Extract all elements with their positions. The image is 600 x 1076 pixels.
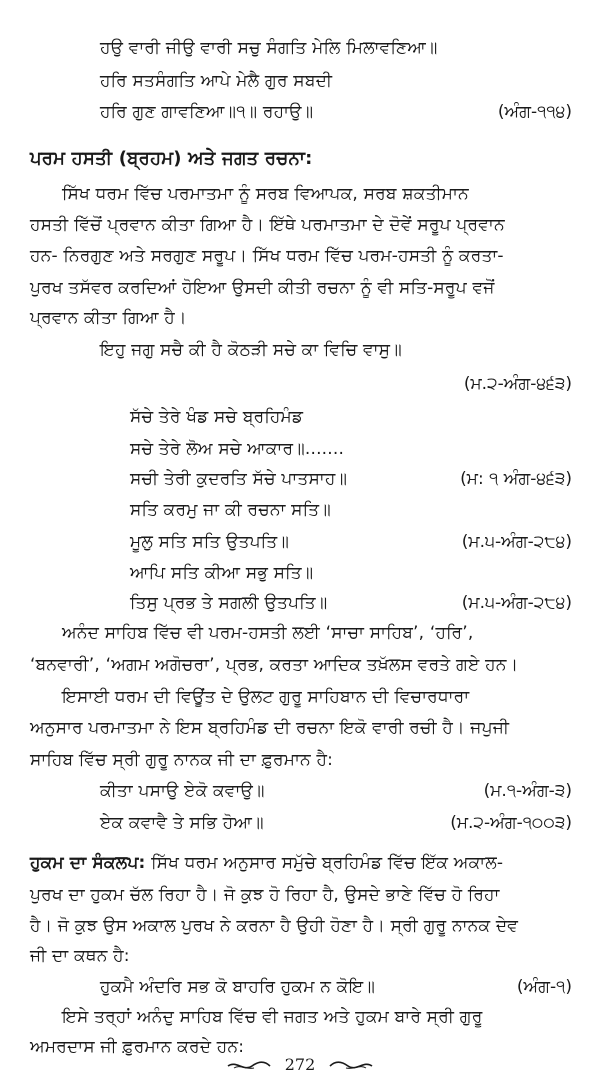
paragraph-line: ਸਿੱਖ ਧਰਮ ਵਿੱਚ ਪਰਮਾਤਮਾ ਨੂੰ ਸਰਬ ਵਿਆਪਕ, ਸਰਬ ਸ਼ਕਤੀਮਾਨ xyxy=(62,184,469,204)
verse-line: ਏਕ ਕਵਾਵੈ ਤੇ ਸਭਿ ਹੋਆ॥ xyxy=(100,813,264,833)
paragraph-line: ਇਸੇ ਤਰ੍ਹਾਂ ਅਨੰਦੁ ਸਾਹਿਬ ਵਿੱਚ ਵੀ ਜਗਤ ਅਤੇ ਹੁਕਮ ਬਾਰੇ ਸ੍ਰੀ ਗੁਰੂ xyxy=(62,1007,483,1027)
verse-line: ਕੀਤਾ ਪਸਾਉ ਏਕੋ ਕਵਾਉ॥ xyxy=(100,781,265,801)
right-ornament-icon xyxy=(328,1060,374,1072)
paragraph-line: ਪੁਰਖ ਤਸੱਵਰ ਕਰਦਿਆਂ ਹੋਇਆ ਉਸਦੀ ਕੀਤੀ ਰਚਨਾ ਨੂੰ ਵੀ ਸਤਿ-ਸਰੂਪ ਵਜੋਂ xyxy=(30,278,495,298)
verse-line: ਆਪਿ ਸਤਿ ਕੀਆ ਸਭੁ ਸਤਿ॥ xyxy=(130,563,314,583)
verse-line: ਸਚੀ ਤੇਰੀ ਕੁਦਰਤਿ ਸੱਚੇ ਪਾਤਸਾਹ॥ xyxy=(130,469,348,489)
verse-reference: (ਮ.੨-ਅੰਗ-੪੬੩) xyxy=(463,374,572,394)
paragraph-line: ਅਮਰਦਾਸ ਜੀ ਫ਼ੁਰਮਾਨ ਕਰਦੇ ਹਨ: xyxy=(30,1037,245,1057)
section-heading: ਹੁਕਮ ਦਾ ਸੰਕਲਪ: xyxy=(30,853,146,873)
page-number: 272 xyxy=(284,1055,316,1074)
verse-line: ਹਉ ਵਾਰੀ ਜੀਉ ਵਾਰੀ ਸਚੁ ਸੰਗਤਿ ਮੇਲਿ ਮਿਲਾਵਣਿਆ॥ xyxy=(100,38,438,58)
verse-line: ਸੱਚੇ ਤੇਰੇ ਖੰਡ ਸਚੇ ਬ੍ਰਹਿਮੰਡ xyxy=(130,407,304,427)
paragraph-line xyxy=(30,852,503,874)
paragraph-line: ਇਸਾਈ ਧਰਮ ਦੀ ਵਿਊਂਤ ਦੇ ਉਲਟ ਗੁਰੂ ਸਾਹਿਬਾਨ ਦੀ ਵਿਚਾਰਧਾਰਾ xyxy=(62,687,470,707)
verse-line: ਹਰਿ ਗੁਣ ਗਾਵਣਿਆ॥੧॥ ਰਹਾਉ॥ xyxy=(100,102,314,122)
section-heading: ਪਰਮ ਹਸਤੀ (ਬ੍ਰਹਮ) ਅਤੇ ਜਗਤ ਰਚਨਾ: xyxy=(30,148,313,169)
left-ornament-icon xyxy=(226,1060,272,1072)
verse-reference: (ਮ.੧-ਅੰਗ-੩) xyxy=(483,781,572,801)
paragraph-line: ਸਾਹਿਬ ਵਿੱਚ ਸ੍ਰੀ ਗੁਰੂ ਨਾਨਕ ਜੀ ਦਾ ਫ਼ੁਰਮਾਨ ਹੈ: xyxy=(30,750,334,770)
verse-line: ਮੂਲੁ ਸਤਿ ਸਤਿ ਉਤਪਤਿ॥ xyxy=(130,532,289,552)
verse-line: ਤਿਸੁ ਪ੍ਰਭ ਤੇ ਸਗਲੀ ਉਤਪਤਿ॥ xyxy=(130,593,328,613)
verse-line: ਇਹੁ ਜਗੁ ਸਚੈ ਕੀ ਹੈ ਕੋਠੜੀ ਸਚੇ ਕਾ ਵਿਚਿ ਵਾਸੁ॥ xyxy=(100,340,402,360)
paragraph-line: ਅਨੰਦ ਸਾਹਿਬ ਵਿੱਚ ਵੀ ਪਰਮ-ਹਸਤੀ ਲਈ ‘ਸਾਚਾ ਸਾਹਿਬ’, ‘ਹਰਿ’, xyxy=(62,623,474,643)
paragraph-line: ‘ਬਨਵਾਰੀ’, ‘ਅਗਮ ਅਗੋਚਰਾ’, ਪ੍ਰਭ, ਕਰਤਾ ਆਦਿਕ ਤਖ਼ੱਲਸ ਵਰਤੇ ਗਏ ਹਨ। xyxy=(30,655,519,675)
verse-line: ਸਤਿ ਕਰਮੁ ਜਾ ਕੀ ਰਚਨਾ ਸਤਿ॥ xyxy=(130,500,331,520)
paragraph-text: ਸਿੱਖ ਧਰਮ ਅਨੁਸਾਰ ਸਮੁੱਚੇ ਬ੍ਰਹਿਮੰਡ ਵਿੱਚ ਇੱਕ ਅਕਾਲ- xyxy=(145,853,504,873)
paragraph-line: ਜੀ ਦਾ ਕਥਨ ਹੈ: xyxy=(30,946,130,966)
paragraph-line: ਪ੍ਰਵਾਨ ਕੀਤਾ ਗਿਆ ਹੈ। xyxy=(30,308,187,328)
page-footer xyxy=(0,1054,600,1076)
verse-reference: (ਮ.੨-ਅੰਗ-੧੦੦੩) xyxy=(450,813,572,833)
paragraph-line: ਪੁਰਖ ਦਾ ਹੁਕਮ ਚੱਲ ਰਿਹਾ ਹੈ। ਜੋ ਕੁਝ ਹੋ ਰਿਹਾ ਹੈ, ਉਸਦੇ ਭਾਣੇ ਵਿੱਚ ਹੋ ਰਿਹਾ xyxy=(30,885,500,905)
paragraph-line: ਹਨ- ਨਿਰਗੁਣ ਅਤੇ ਸਰਗੁਣ ਸਰੂਪ। ਸਿੱਖ ਧਰਮ ਵਿੱਚ ਪਰਮ-ਹਸਤੀ ਨੂੰ ਕਰਤਾ- xyxy=(30,246,504,266)
paragraph-line: ਹੈ। ਜੋ ਕੁਝ ਉਸ ਅਕਾਲ ਪੁਰਖ ਨੇ ਕਰਨਾ ਹੈ ਉਹੀ ਹੋਣਾ ਹੈ। ਸ੍ਰੀ ਗੁਰੂ ਨਾਨਕ ਦੇਵ xyxy=(30,916,519,936)
verse-reference: (ਅੰਗ-੧) xyxy=(516,977,572,997)
verse-reference: (ਮ: ੧ ਅੰਗ-੪੬੩) xyxy=(460,469,572,489)
verse-reference: (ਅੰਗ-੧੧੪) xyxy=(497,102,572,122)
verse-line: ਹਰਿ ਸਤਸੰਗਤਿ ਆਪੇ ਮੇਲੈ ਗੁਰ ਸਬਦੀ xyxy=(100,71,333,91)
verse-reference: (ਮ.੫-ਅੰਗ-੨੮੪) xyxy=(461,593,572,613)
paragraph-line: ਅਨੁਸਾਰ ਪਰਮਾਤਮਾ ਨੇ ਇਸ ਬ੍ਰਹਿਮੰਡ ਦੀ ਰਚਨਾ ਇਕੋ ਵਾਰੀ ਰਚੀ ਹੈ। ਜਪੁਜੀ xyxy=(30,718,510,738)
verse-line: ਹੁਕਮੈ ਅੰਦਰਿ ਸਭ ਕੋ ਬਾਹਰਿ ਹੁਕਮ ਨ ਕੋਇ॥ xyxy=(100,977,376,997)
verse-reference: (ਮ.੫-ਅੰਗ-੨੮੪) xyxy=(461,532,572,552)
verse-line: ਸਚੇ ਤੇਰੇ ਲੋਅ ਸਚੇ ਆਕਾਰ॥....... xyxy=(130,439,345,459)
paragraph-line: ਹਸਤੀ ਵਿੱਚੋਂ ਪ੍ਰਵਾਨ ਕੀਤਾ ਗਿਆ ਹੈ। ਇੱਥੇ ਪਰਮਾਤਮਾ ਦੇ ਦੋਵੇਂ ਸਰੂਪ ਪ੍ਰਵਾਨ xyxy=(30,215,505,235)
